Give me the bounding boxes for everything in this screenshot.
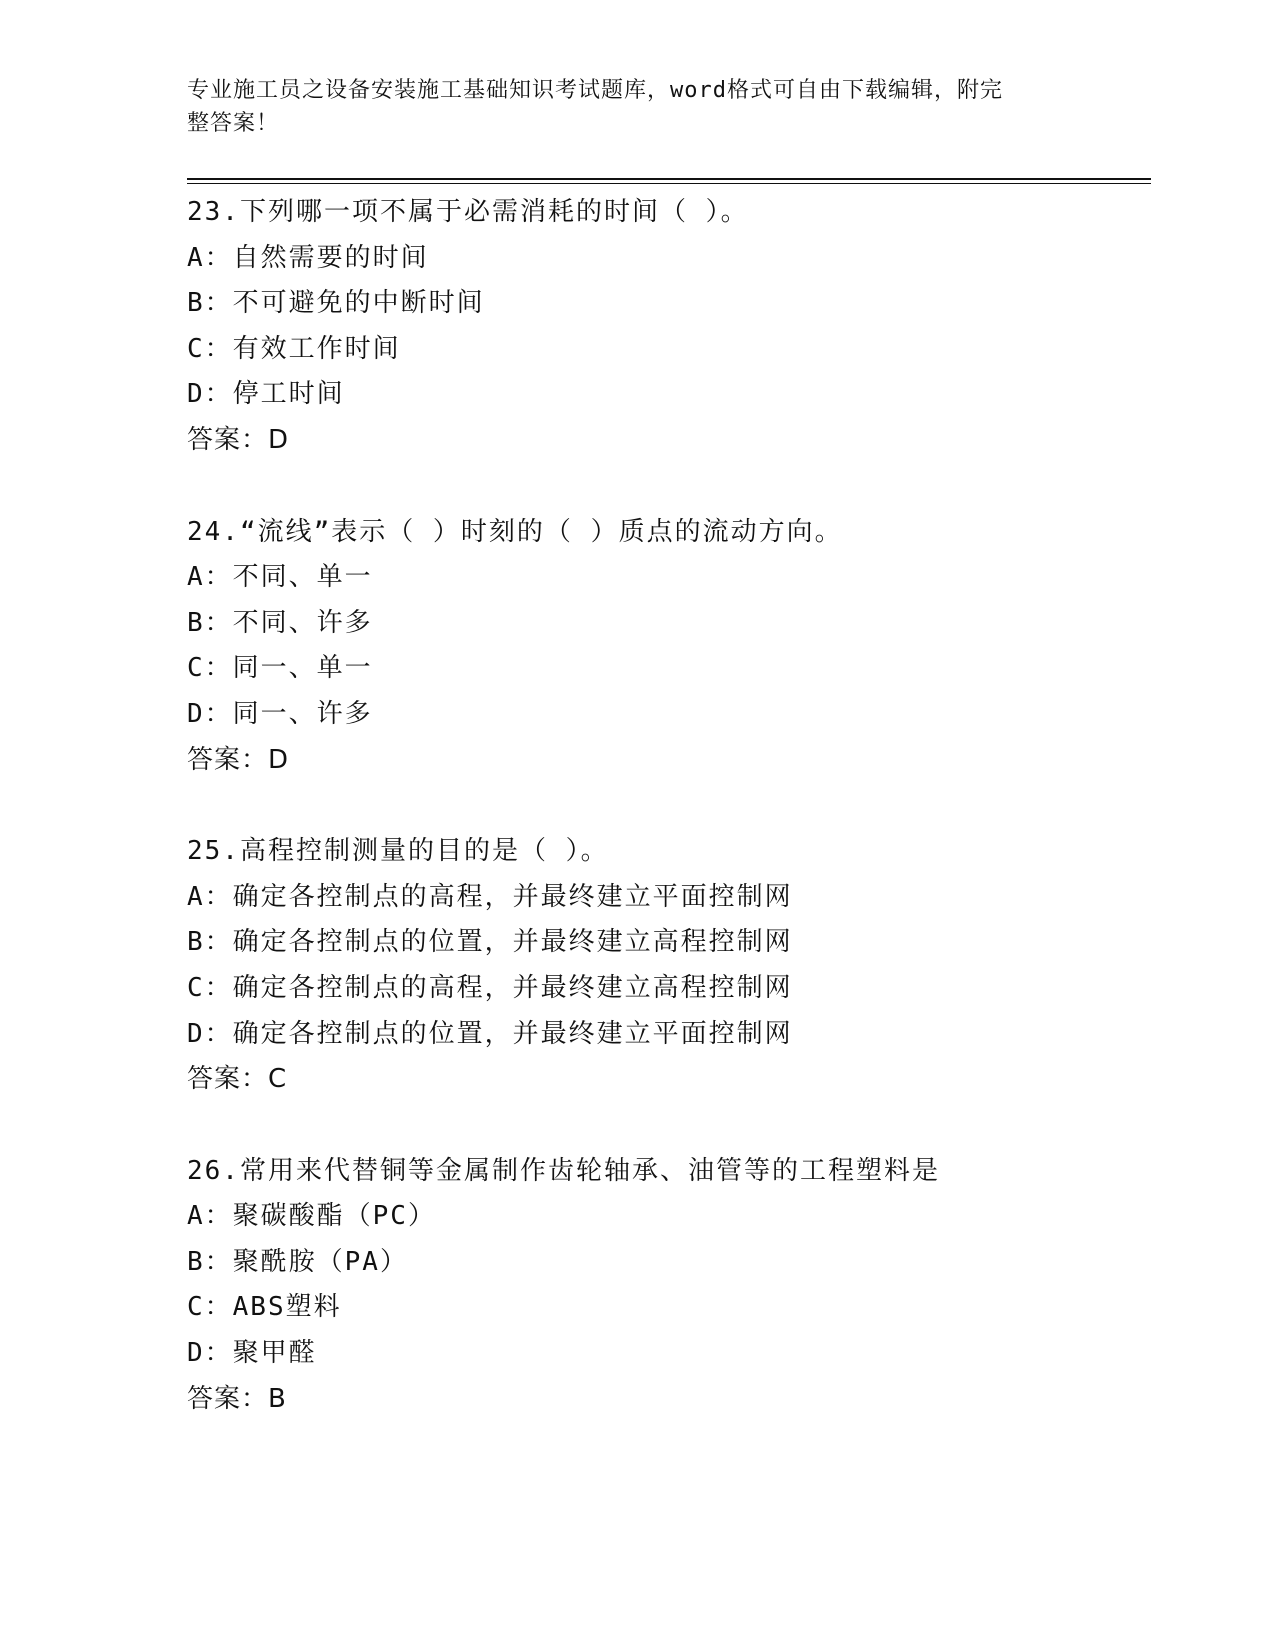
option-a: A：不同、单一 — [187, 562, 373, 593]
option-b: B：聚酰胺（PA） — [187, 1246, 408, 1277]
question-23 — [187, 190, 1151, 464]
option-b: B：不同、许多 — [187, 607, 373, 638]
question-26 — [187, 1149, 1151, 1423]
option-b: B：不可避免的中断时间 — [187, 288, 485, 319]
header-line-2: 整答案！ — [187, 111, 280, 136]
option-a: A：自然需要的时间 — [187, 242, 429, 273]
option-d: D：同一、许多 — [187, 698, 373, 729]
question-stem: 24.“流线”表示（ ）时刻的（ ）质点的流动方向。 — [187, 516, 843, 547]
header-divider-thick — [187, 178, 1151, 180]
option-c: C：ABS塑料 — [187, 1292, 342, 1323]
question-24 — [187, 510, 1151, 784]
option-d: D：确定各控制点的位置，并最终建立平面控制网 — [187, 1018, 793, 1049]
header-line-1: 专业施工员之设备安装施工基础知识考试题库，word格式可自由下载编辑，附完 — [187, 78, 1003, 103]
question-25 — [187, 829, 1151, 1103]
question-stem: 23.下列哪一项不属于必需消耗的时间（ ）。 — [187, 197, 749, 227]
question-list — [187, 190, 1151, 1468]
question-stem: 25.高程控制测量的目的是（ ）。 — [187, 836, 609, 867]
option-c: C：同一、单一 — [187, 653, 373, 684]
option-c: C：确定各控制点的高程，并最终建立高程控制网 — [187, 972, 793, 1003]
answer-label: 答案：C — [187, 1064, 288, 1095]
option-b: B：确定各控制点的位置，并最终建立高程控制网 — [187, 927, 793, 958]
answer-label: 答案：D — [187, 424, 290, 455]
header-divider-thin — [187, 183, 1151, 184]
option-c: C：有效工作时间 — [187, 333, 401, 364]
option-a: A：确定各控制点的高程，并最终建立平面控制网 — [187, 881, 793, 912]
option-d: D：停工时间 — [187, 379, 345, 410]
answer-label: 答案：D — [187, 744, 290, 775]
document-header — [187, 74, 1067, 140]
answer-label: 答案：B — [187, 1383, 287, 1414]
option-d: D：聚甲醛 — [187, 1338, 317, 1369]
question-stem: 26.常用来代替铜等金属制作齿轮轴承、油管等的工程塑料是 — [187, 1155, 940, 1186]
option-a: A：聚碳酸酯（PC） — [187, 1201, 436, 1232]
